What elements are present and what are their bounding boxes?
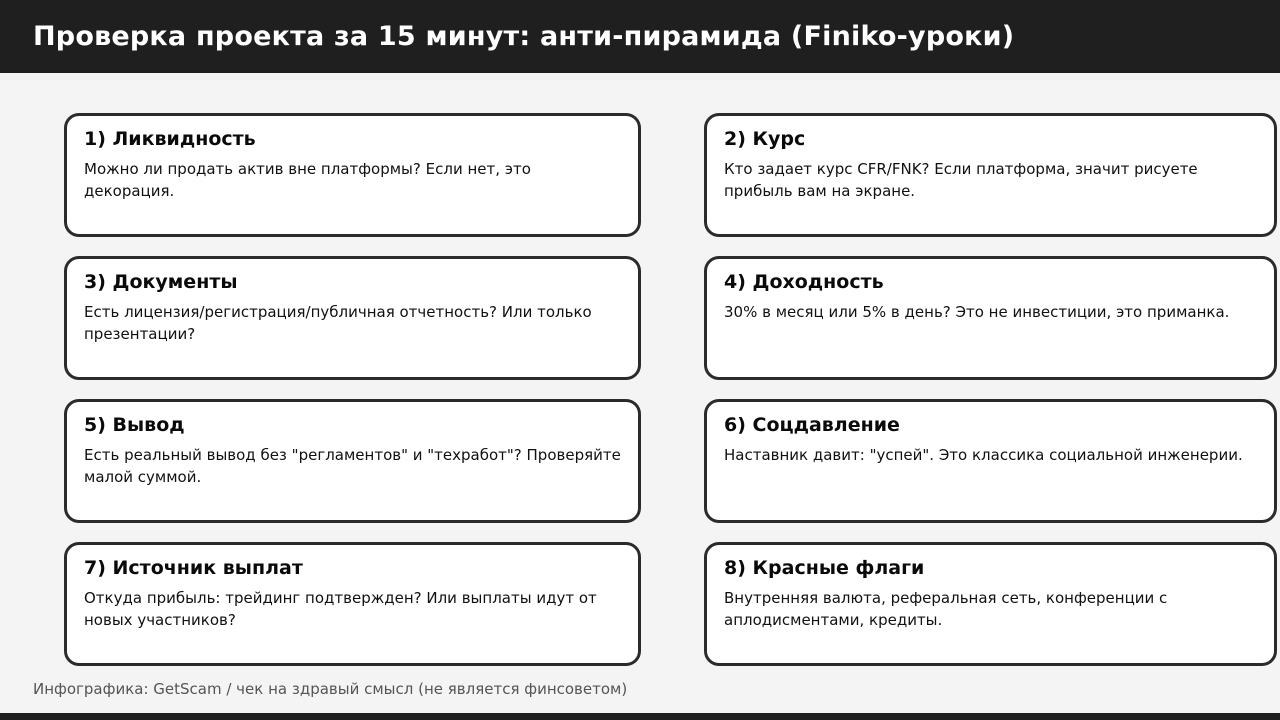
- card-body: Кто задает курс CFR/FNK? Если платформа, значит рисуете прибыль вам на экране.: [724, 160, 1198, 200]
- card-social-pressure: [704, 399, 1277, 523]
- card-title: 7) Источник выплат: [84, 557, 303, 579]
- bottom-bar: [0, 713, 1280, 720]
- checklist-grid: [64, 113, 1280, 666]
- card-payout-source: [64, 542, 641, 666]
- card-title: 1) Ликвидность: [84, 128, 256, 150]
- card-body: Можно ли продать актив вне платформы? Если нет, это декорация.: [84, 160, 531, 200]
- card-body: Наставник давит: "успей". Это классика социальной инженерии.: [724, 446, 1243, 464]
- card-body: Внутренняя валюта, реферальная сеть, конференции с аплодисментами, кредиты.: [724, 589, 1168, 629]
- card-rate: [704, 113, 1277, 237]
- card-title: 6) Соцдавление: [724, 414, 900, 436]
- page-title: Проверка проекта за 15 минут: анти-пирамида (Finiko-уроки): [33, 21, 1015, 52]
- card-title: 3) Документы: [84, 271, 238, 293]
- card-withdrawal: [64, 399, 641, 523]
- card-title: 8) Красные флаги: [724, 557, 925, 579]
- card-body: 30% в месяц или 5% в день? Это не инвестиции, это приманка.: [724, 303, 1230, 321]
- card-body: Откуда прибыль: трейдинг подтвержден? Или выплаты идут от новых участников?: [84, 589, 597, 629]
- title-bar: [0, 0, 1280, 73]
- card-title: 5) Вывод: [84, 414, 185, 436]
- card-liquidity: [64, 113, 641, 237]
- card-yield: [704, 256, 1277, 380]
- card-title: 4) Доходность: [724, 271, 884, 293]
- footer-disclaimer: Инфографика: GetScam / чек на здравый смысл (не является финсоветом): [33, 680, 628, 698]
- card-red-flags: [704, 542, 1277, 666]
- card-documents: [64, 256, 641, 380]
- card-body: Есть реальный вывод без "регламентов" и "техработ"? Проверяйте малой суммой.: [84, 446, 621, 486]
- card-title: 2) Курс: [724, 128, 806, 150]
- card-body: Есть лицензия/регистрация/публичная отчетность? Или только презентации?: [84, 303, 592, 343]
